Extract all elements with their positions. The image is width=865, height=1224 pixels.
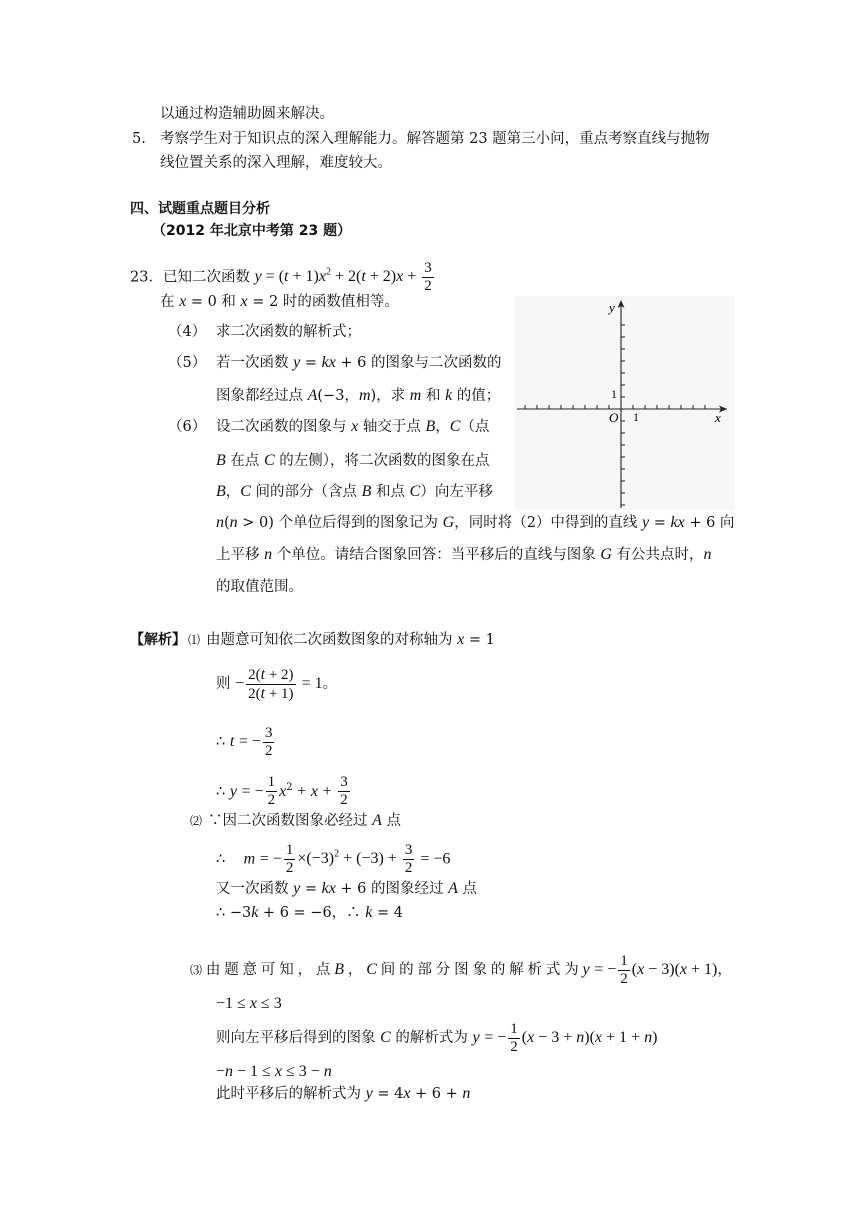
question-3-line3: B，C 间的部分（含点 B 和点 C）向左平移	[216, 483, 493, 500]
question-1: 求二次函数的解析式；	[216, 324, 361, 340]
y-axis-label: y	[609, 300, 615, 315]
question-3-line2: B 在点 C 的左侧），将二次函数的图象在点	[216, 452, 490, 469]
item-number: 5.	[132, 131, 146, 147]
x-axis-label: x	[715, 410, 721, 425]
solution-part1-eq3: ∴ y = − $\frac{1}{2}$ $x^2 + x$ + $\frac{3}{2}$	[216, 774, 348, 809]
question-2-line1: 若一次函数 y = kx + 6 的图象与二次函数的	[216, 354, 502, 371]
question-3-line6: 的取值范围。	[216, 579, 303, 595]
solution-part1-eq2: ∴ t = − $\frac{3}{2}$	[216, 724, 273, 759]
question-3-line5: 上平移 n 个单位。请结合图象回答：当平移后的直线与图象 G 有公共点时，n	[216, 546, 712, 563]
question-3-line4: n(n > 0) 个单位后得到的图象记为 G，同时将（2）中得到的直线 y = kx + 6 向	[216, 514, 735, 531]
part-number: ⑶	[190, 963, 203, 977]
solution-part2-line4: ∴ −3k + 6 = −6，∴ k = 4	[216, 904, 403, 921]
problem-stem-prefix: 已知二次函数	[162, 269, 250, 286]
x-tick-label: 1	[633, 410, 639, 424]
solution-part3-line4: −n − 1 ≤ x ≤ 3 − n	[216, 1063, 332, 1080]
solution-part3-line5: 此时平移后的解析式为 y = 4x + 6 + n	[216, 1085, 471, 1102]
section-subheading: （2012 年北京中考第 23 题）	[152, 223, 352, 239]
solution-part3-line3: 则向左平移后得到的图象 C 的解析式为 y = − $\frac{1}{2}$ (x − 3 + n)(x + 1 + n)	[216, 1020, 658, 1055]
question-number: （4）	[168, 324, 207, 340]
question-2-line2: 图象都经过点 A(−3，m)，求 m 和 k 的值；	[216, 387, 501, 404]
part-number: ⑴	[188, 633, 201, 647]
item5-line1: 考察学生对于知识点的深入理解能力。解答题第 23 题第三小问，重点考察直线与抛物	[160, 131, 710, 147]
part-number: ⑵	[190, 814, 203, 828]
solution-part3-line2: −1 ≤ x ≤ 3	[216, 995, 282, 1012]
problem-number: 23．	[130, 269, 163, 286]
coordinate-graph	[515, 296, 735, 510]
question-number: （6）	[168, 419, 207, 435]
solution-part3-line1: ⑶ 由 题 意 可 知 ， 点 B ， C 间 的 部 分 图 象 的 解 析 式 为 y = − $\frac{1}{2}$ (x − 3)(x + 1)，	[190, 950, 732, 990]
solution-part2-line3: 又一次函数 y = kx + 6 的图象经过 A 点	[216, 880, 477, 897]
solution-tag: 【解析】	[130, 632, 186, 648]
item5-line2: 线位置关系的深入理解，难度较大。	[160, 155, 392, 171]
problem-equation: $y = (t + 1)x^2 + 2(t + 2)x$ + $\frac{3}{2}$	[254, 260, 432, 295]
problem-stem	[130, 256, 436, 295]
continued-text: 以通过构造辅助圆来解决。	[160, 106, 334, 122]
then-word: 则	[216, 676, 231, 692]
question-3-line1: 设二次函数的图象与 x 轴交于点 B，C（点	[216, 418, 490, 435]
question-number: （5）	[168, 355, 207, 371]
origin-label: O	[609, 410, 619, 425]
problem-condition: 在 x = 0 和 x = 2 时的函数值相等。	[160, 293, 399, 310]
solution-part1-line1: 【解析】 ⑴ 由题意可知依二次函数图象的对称轴为 x = 1	[130, 631, 495, 648]
solution-part2-line2: ∴ m = − $\frac{1}{2}$ $\times(-3)^2 + (-3)$ + $\frac{3}{2}$ = −6	[216, 841, 451, 876]
solution-part1-eq1: 则 − $\frac{2(t + 2)}{2(t + 1)}$ = 1。	[216, 665, 338, 702]
y-tick-label: 1	[611, 387, 617, 401]
solution-part2-line1: ⑵ ∵因二次函数图象必经过 A 点	[190, 812, 402, 829]
section-heading: 四、试题重点题目分析	[130, 201, 270, 217]
